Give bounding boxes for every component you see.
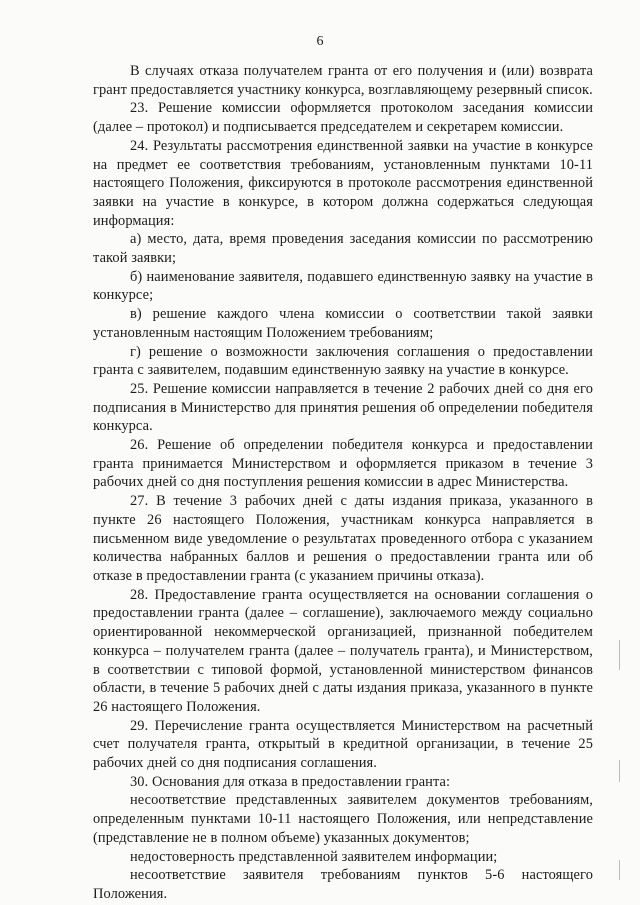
page-number: 6	[316, 34, 324, 49]
paragraph-24-g: г) решение о возможности заключения соглашения о предоставлении гранта с заявителем, подавшим единственную заявку на участие в конкурсе.	[93, 343, 593, 379]
paragraph-24-v: в) решение каждого члена комиссии о соответствии такой заявки установленным настоящим Положением требованиям;	[93, 306, 593, 341]
paragraph-30-item-1: несоответствие представленных заявителем документов требованиям, определенным пунктами 10-11 настоящего Положения, или непредставление (представление не в полном объеме) указанных документов;	[93, 792, 593, 846]
paragraph-30-item-2: недостоверность представленной заявителем информации;	[130, 848, 498, 865]
scan-edge-mark	[619, 860, 620, 880]
paragraph-25: 25. Решение комиссии направляется в течение 2 рабочих дней со дня его подписания в Министерство для принятия решения об определении победителя конкурса.	[93, 380, 593, 435]
paragraph-reserve-list: В случаях отказа получателем гранта от его получения и (или) возврата грант предоставляется участнику конкурса, возглавляющему резервный список.	[93, 63, 593, 98]
scan-edge-mark	[619, 640, 620, 670]
document-body	[93, 62, 593, 904]
scan-edge-mark	[619, 760, 620, 782]
paragraph-29: 29. Перечисление гранта осуществляется Министерством на расчетный счет получателя гранта, открытый в кредитной организации, в течение 25 рабочих дней со дня подписания соглашения.	[93, 717, 593, 772]
paragraph-30-item-3: несоответствие заявителя требованиям пунктов 5-6 настоящего Положения.	[93, 867, 593, 902]
paragraph-24-a: а) место, дата, время проведения заседания комиссии по рассмотрению такой заявки;	[93, 231, 593, 267]
paragraph-26: 26. Решение об определении победителя конкурса и предоставлении гранта принимается Министерством и оформляется приказом в течение 3 рабочих дней со дня поступления решения комиссии в адрес Министерства.	[93, 437, 593, 491]
paragraph-24-b: б) наименование заявителя, подавшего единственную заявку на участие в конкурсе;	[93, 268, 593, 304]
paragraph-24: 24. Результаты рассмотрения единственной заявки на участие в конкурсе на предмет ее соответствия требованиям, установленным пунктами 10-11 настоящего Положения, фиксируются в протоколе рассмотрения единственной заявки на участие в конкурсе, в котором должна содержаться следующая информация:	[93, 137, 593, 229]
paragraph-28: 28. Предоставление гранта осуществляется на основании соглашения о предоставлении гранта (далее – соглашение), заключаемого между социально ориентированной некоммерческой организацией, признанной победителем конкурса – получателем гранта (далее – получатель гранта), и Министерством, в соответствии с типовой формой, установленной министерством финансов области, в течение 5 рабочих дней с даты издания приказа, указанного в пункте 26 настоящего Положения.	[93, 586, 593, 715]
paragraph-27: 27. В течение 3 рабочих дней с даты издания приказа, указанного в пункте 26 настоящего Положения, участникам конкурса направляется в письменном виде уведомление о результатах проведенного отбора с указанием количества набранных баллов и решения о предоставлении гранта или об отказе в предоставлении гранта (с указанием причины отказа).	[93, 493, 593, 584]
paragraph-30: 30. Основания для отказа в предоставлении гранта:	[130, 773, 451, 790]
paragraph-23: 23. Решение комиссии оформляется протоколом заседания комиссии (далее – протокол) и подписывается председателем и секретарем комиссии.	[93, 100, 593, 136]
